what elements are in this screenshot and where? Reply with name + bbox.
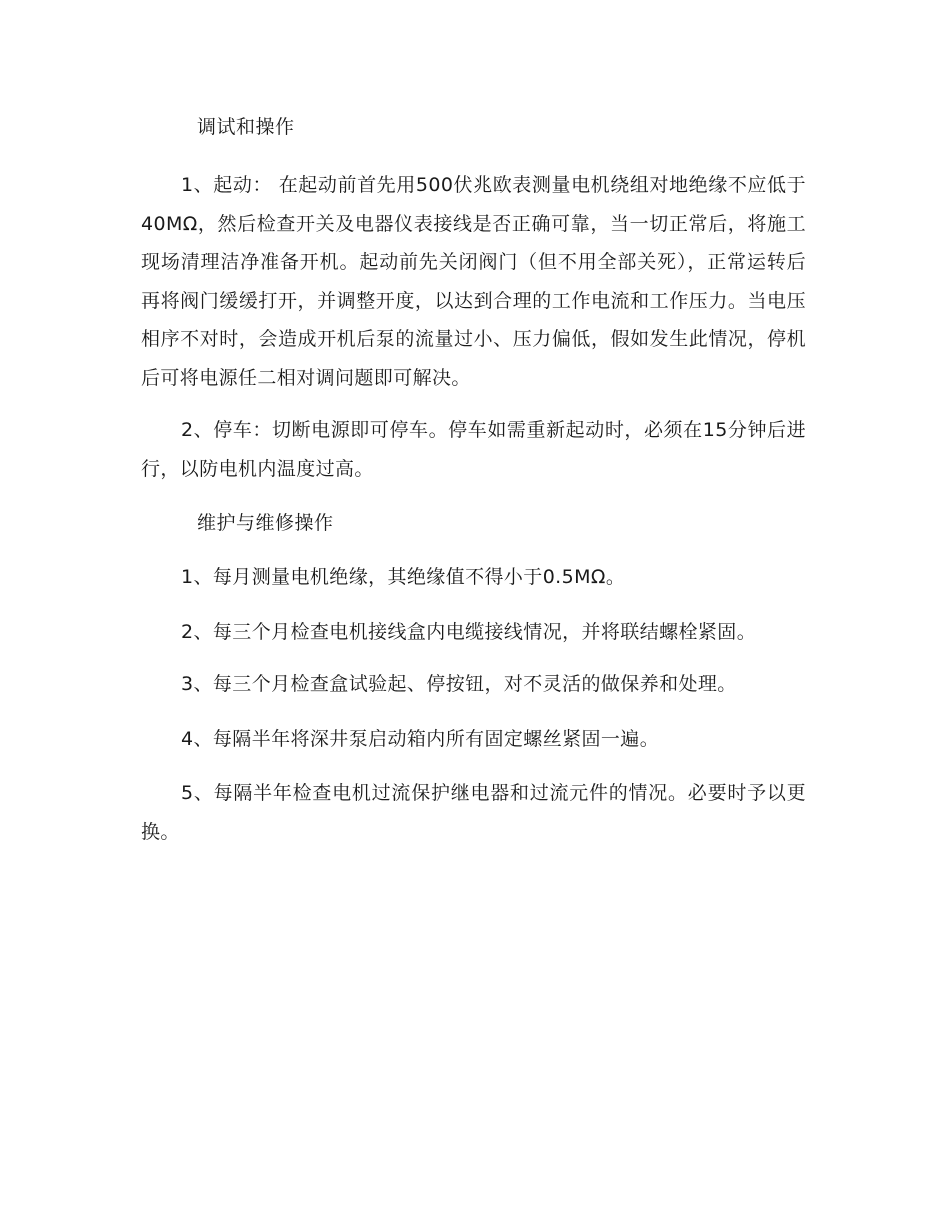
section-heading-maintenance: 维护与维修操作 <box>197 512 334 534</box>
maintenance-item: 1、每月测量电机绝缘，其绝缘值不得小于0.5MΩ。 <box>181 566 626 588</box>
document-body <box>141 112 806 865</box>
section-heading-commissioning: 调试和操作 <box>197 116 295 138</box>
paragraph-stop-procedure: 2、停车：切断电源即可停车。停车如需重新起动时，必须在15分钟后进行，以防电机内温度过高。 <box>141 419 806 480</box>
paragraph-start-procedure: 1、起动： 在起动前首先用500伏兆欧表测量电机绕组对地绝缘不应低于40MΩ，然后检查开关及电器仪表接线是否正确可靠，当一切正常后，将施工现场清理洁净准备开机。起动前先关闭阀门（但不用全部关死），正常运转后再将阀门缓缓打开，并调整开度，以达到合理的工作电流和工作压力。当电压相序不对时，会造成开机后泵的流量过小、压力偏低，假如发生此情况，停机后可将电源任二相对调问题即可解决。 <box>141 174 806 389</box>
maintenance-item: 5、每隔半年检查电机过流保护继电器和过流元件的情况。必要时予以更换。 <box>141 782 806 843</box>
maintenance-item: 2、每三个月检查电机接线盒内电缆接线情况，并将联结螺栓紧固。 <box>181 620 757 643</box>
maintenance-item: 3、每三个月检查盒试验起、停按钮，对不灵活的做保养和处理。 <box>181 673 737 695</box>
maintenance-item: 4、每隔半年将深井泵启动箱内所有固定螺丝紧固一遍。 <box>181 727 660 750</box>
